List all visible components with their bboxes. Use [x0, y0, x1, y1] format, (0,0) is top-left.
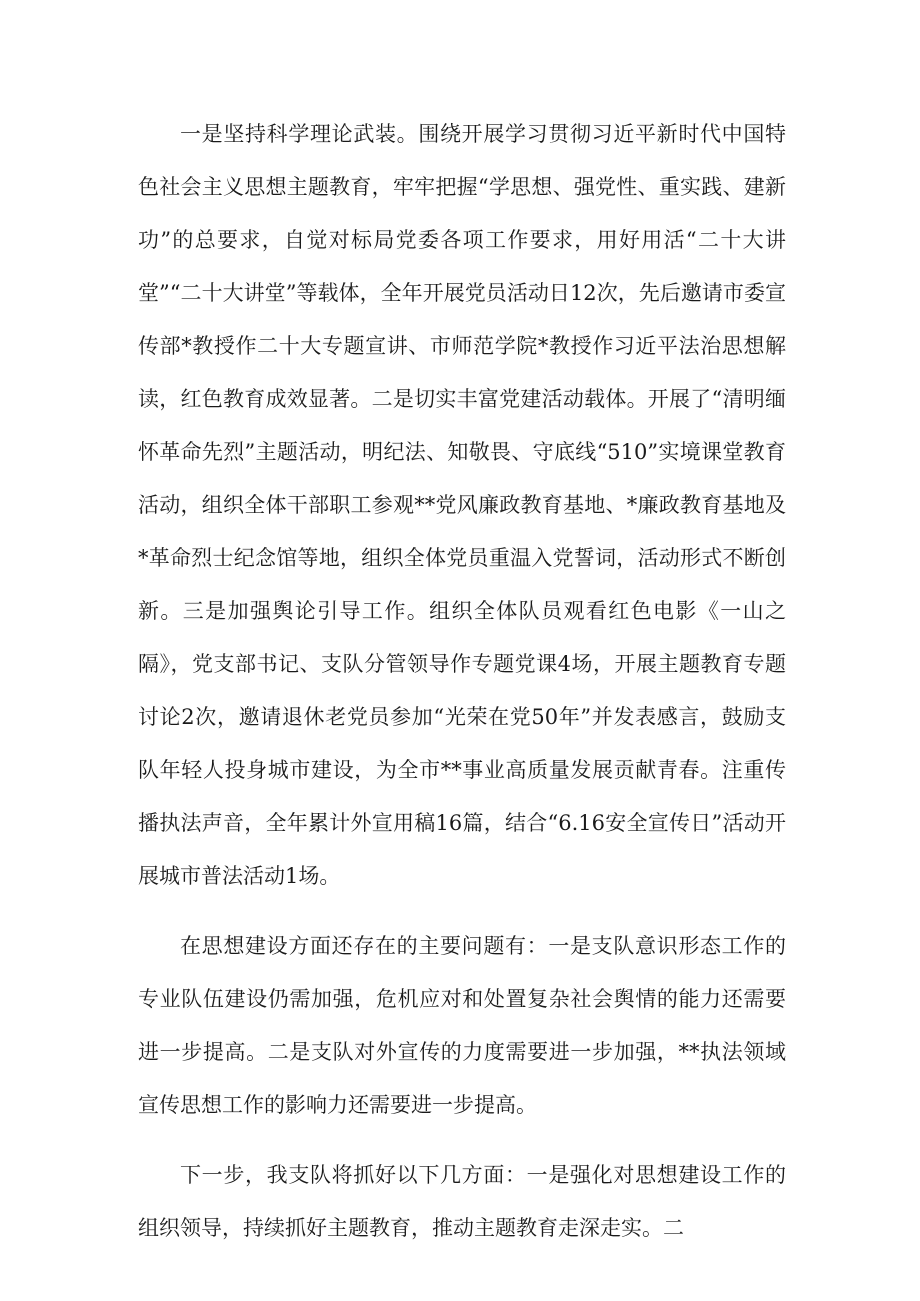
paragraph-next-steps: 下一步，我支队将抓好以下几方面：一是强化对思想建设工作的组织领导，持续抓好主题教育，推动主题教育走深走实。二 [138, 1163, 786, 1240]
paragraph-existing-problems: 在思想建设方面还存在的主要问题有：一是支队意识形态工作的专业队伍建设仍需加强，危机应对和处置复杂社会舆情的能力还需要进一步提高。二是支队对外宣传的力度需要进一步加强，**执法领域宣传思想工作的影响力还需要进一步提高。 [138, 934, 786, 1117]
paragraph-work-measures: 一是坚持科学理论武装。围绕开展学习贯彻习近平新时代中国特色社会主义思想主题教育，牢牢把握“学思想、强党性、重实践、建新功”的总要求，自觉对标局党委各项工作要求，用好用活“二十大讲堂”“二十大讲堂”等载体，全年开展党员活动日12次，先后邀请市委宣传部*教授作二十大专题宣讲、市师范学院*教授作习近平法治思想解读，红色教育成效显著。二是切实丰富党建活动载体。开展了“清明缅怀革命先烈”主题活动，明纪法、知敬畏、守底线“510”实境课堂教育活动，组织全体干部职工参观**党风廉政教育基地、*廉政教育基地及*革命烈士纪念馆等地，组织全体党员重温入党誓词，活动形式不断创新。三是加强舆论引导工作。组织全体队员观看红色电影《一山之隔》，党支部书记、支队分管领导作专题党课4场，开展主题教育专题讨论2次，邀请退休老党员参加“光荣在党50年”并发表感言，鼓励支队年轻人投身城市建设，为全市**事业高质量发展贡献青春。注重传播执法声音，全年累计外宣用稿16篇，结合“6.16安全宣传日”活动开展城市普法活动1场。 [138, 122, 786, 888]
document-body [138, 108, 786, 1255]
